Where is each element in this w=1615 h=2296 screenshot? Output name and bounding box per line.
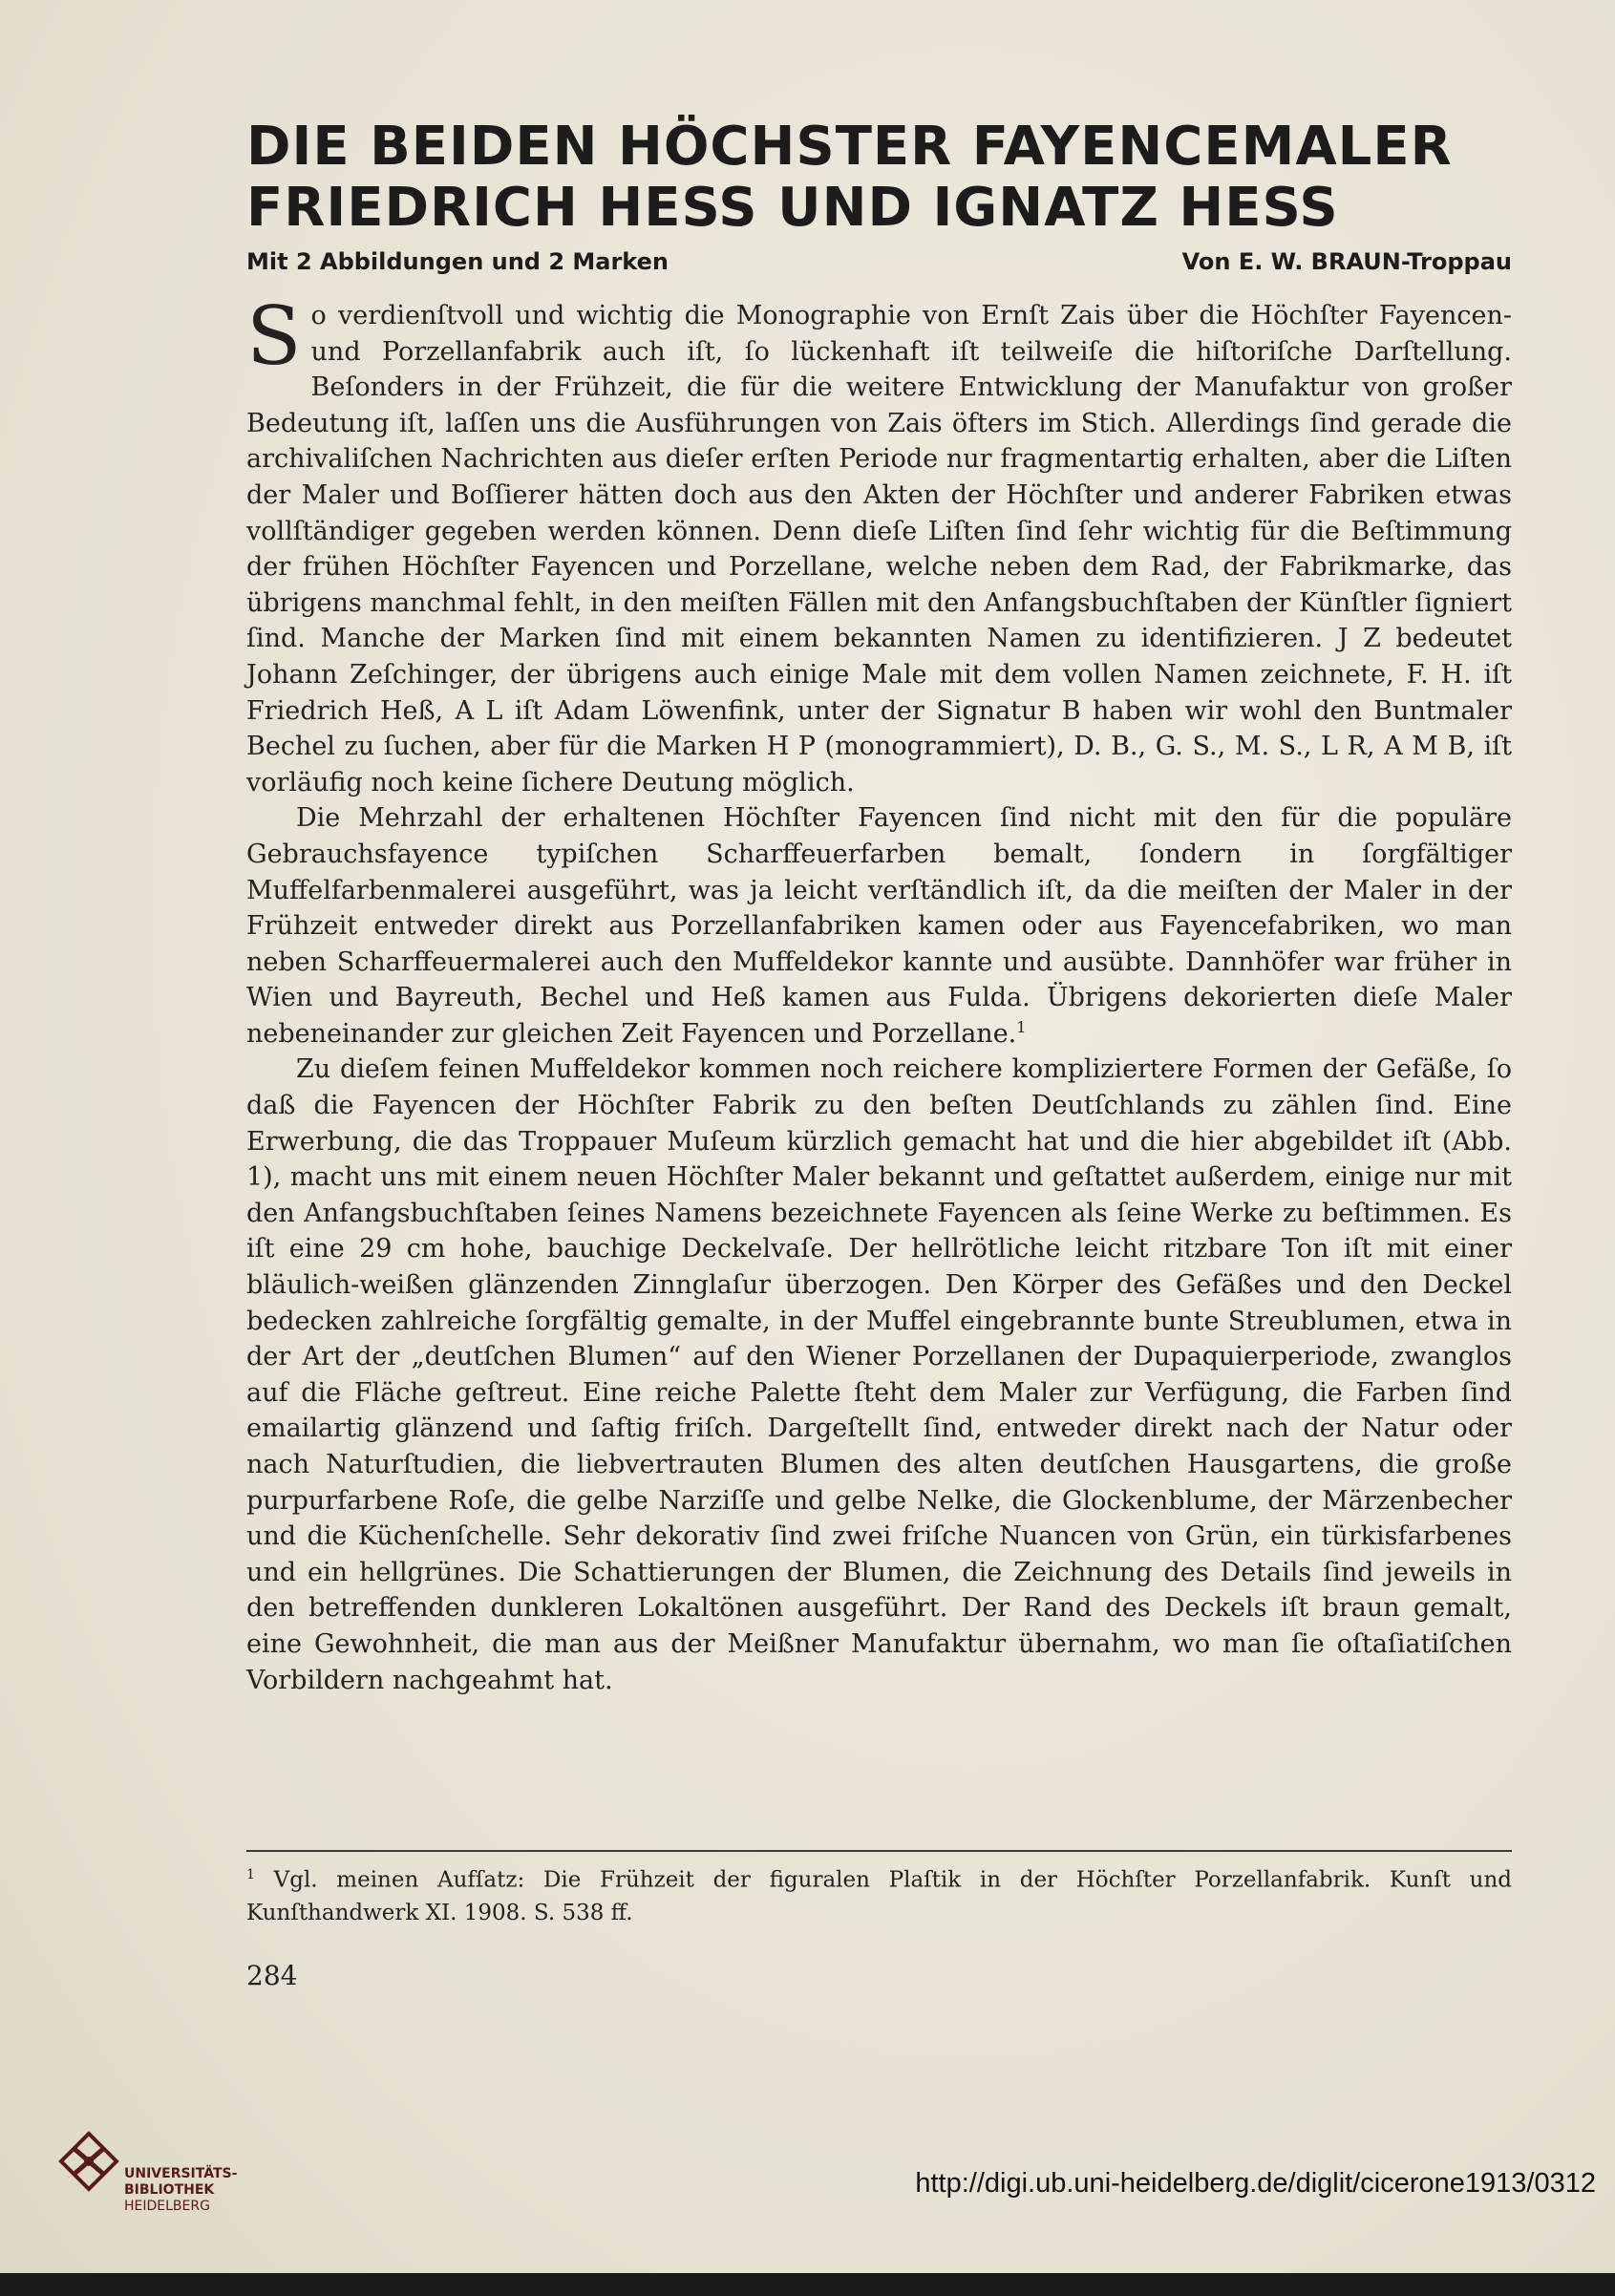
paragraph-3-text: Zu dieſem feinen Muffeldekor kommen noch reichere kompliziertere Formen der Gefäße, ſo daß die Fayencen der Höchſter Fabrik zu den beſten Deutſchlands zu zählen ſind. Eine Erwerbung, die das Troppauer Muſeum kürzlich gemacht hat und die hier abgebildet iſt (Abb. 1), macht uns mit einem neuen Höchſter Maler bekannt und geſtattet außerdem, einige nur mit den Anfangsbuchſtaben ſeines Namens bezeichnete Fayencen als ſeine Werke zu beſtimmen. Es iſt eine 29 cm hohe, bauchige Deckelvaſe. Der hellrötliche leicht ritzbare Ton iſt mit einer bläulich-weißen glänzenden Zinnglaſur überzogen. Den Körper des Gefäßes und den Deckel bedecken zahlreiche ſorgfältig gemalte, in der Muffel eingebrannte bunte Streublumen, etwa in der Art der „deutſchen Blumen“ auf den Wiener Porzellanen der Dupaquierperiode, zwanglos auf die Fläche geſtreut. Eine reiche Palette ſteht dem Maler zur Verfügung, die Farben ſind emailartig glänzend und ſaftig friſch. Dargeſtellt ſind, entweder direkt nach der Natur oder nach Naturſtudien, die liebvertrauten Blumen des alten deutſchen Hausgartens, die große purpurfarbene Roſe, die gelbe Narziſſe und gelbe Nelke, die Glockenblume, der Märzenbecher und die Küchenſchelle. Sehr dekorativ ſind zwei friſche Nuancen von Grün, ein türkisfarbenes und ein hellgrünes. Die Schattierungen der Blumen, die Zeichnung des Details ſind jeweils in den betreffenden dunkleren Lokaltönen ausgeführt. Der Rand des Deckels iſt braun gemalt, eine Gewohnheit, die man aus der Meißner Manufaktur übernahm, wo man ſie oſtaſiatiſchen Vorbildern nachgeahmt hat. (246, 1054, 1512, 1695)
library-logo-text (124, 2166, 237, 2215)
drop-cap: S (246, 289, 302, 383)
logo-line-3: HEIDELBERG (124, 2199, 210, 2214)
paragraph-2-text: Die Mehrzahl der erhaltenen Höchſter Fayencen ſind nicht mit den für die populäre Gebrauchsfayence typiſchen Scharffeuerfarben bemalt, ſondern in ſorgfältiger Muffelfarbenmalerei ausgeführt, was ja leicht verſtändlich iſt, da die meiſten der Maler in der Frühzeit entweder direkt aus Porzellanfabriken kamen oder aus Fayencefabriken, wo man neben Scharffeuermalerei auch den Muffeldekor kannte und ausübte. Dannhöfer war früher in Wien und Bayreuth, Bechel und Heß kamen aus Fulda. Übrigens dekorierten dieſe Maler nebeneinander zur gleichen Zeit Fayencen und Porzellane. (246, 803, 1512, 1049)
page-number: 284 (246, 1960, 298, 1991)
author-byline: Von E. W. BRAUN-Troppau (1181, 248, 1512, 275)
logo-line-1: UNIVERSITÄTS- (124, 2166, 238, 2181)
source-url-link[interactable]: http://digi.ub.uni-heidelberg.de/diglit/cicerone1913/0312 (915, 2168, 1596, 2199)
byline-row (246, 248, 1512, 283)
article-body (246, 289, 1512, 1698)
footnote-divider (246, 1850, 1512, 1852)
paragraph-3 (246, 1052, 1512, 1698)
article-title-line2: FRIEDRICH HESS UND IGNATZ HESS (246, 177, 1339, 239)
footnote (246, 1859, 1512, 1929)
library-seal-icon (57, 2130, 120, 2193)
paragraph-1-text: o verdienſtvoll und wichtig die Monographie von Ernſt Zais über die Höchſter Fayencen- und Porzellanfabrik auch iſt, ſo lückenhaft iſt teilweiſe die hiſtoriſche Darſtellung. Beſonders in der Frühzeit, die für die weitere Entwicklung der Manufaktur von großer Bedeutung iſt, laſſen uns die Ausführungen von Zais öfters im Stich. Allerdings ſind gerade die archivaliſchen Nachrichten aus dieſer erſten Periode nur fragmentartig erhalten, aber die Liſten der Maler und Boſſierer hätten doch aus den Akten der Höchſter und anderer Fabriken etwas vollſtändiger gegeben werden können. Denn dieſe Liſten ſind ſehr wichtig für die Beſtimmung der frühen Höchſter Fayencen und Porzellane, welche neben dem Rad, der Fabrikmarke, das übrigens manchmal fehlt, in den meiſten Fällen mit den Anfangsbuchſtaben der Künſtler ſigniert ſind. Manche der Marken ſind mit einem bekannten Namen zu identifizieren. J Z bedeutet Johann Zeſchinger, der übrigens auch einige Male mit dem vollen Namen zeichnete, F. H. iſt Friedrich Heß, A L iſt Adam Löwenfink, unter der Signatur B haben wir wohl den Buntmaler Bechel zu ſuchen, aber für die Marken H P (monogrammiert), D. B., G. S., M. S., L R, A M B, iſt vorläufig noch keine ſichere Deutung möglich. (246, 301, 1512, 797)
viewer-bottom-bar (0, 2273, 1615, 2296)
logo-line-2: BIBLIOTHEK (124, 2182, 215, 2198)
paragraph-2 (246, 800, 1512, 1052)
article-title-line1: DIE BEIDEN HÖCHSTER FAYENCEMALER (246, 116, 1453, 178)
illustrations-note: Mit 2 Abbildungen und 2 Marken (246, 248, 669, 275)
footnote-mark: 1 (246, 1867, 255, 1882)
footnote-text: Vgl. meinen Aufſatz: Die Frühzeit der figuralen Plaſtik in der Höchſter Porzellanfabrik. Kunſt und Kunſthandwerk XI. 1908. S. 538 ff. (246, 1867, 1513, 1925)
footnote-reference[interactable]: 1 (1016, 1017, 1027, 1036)
paragraph-1 (246, 289, 1512, 800)
